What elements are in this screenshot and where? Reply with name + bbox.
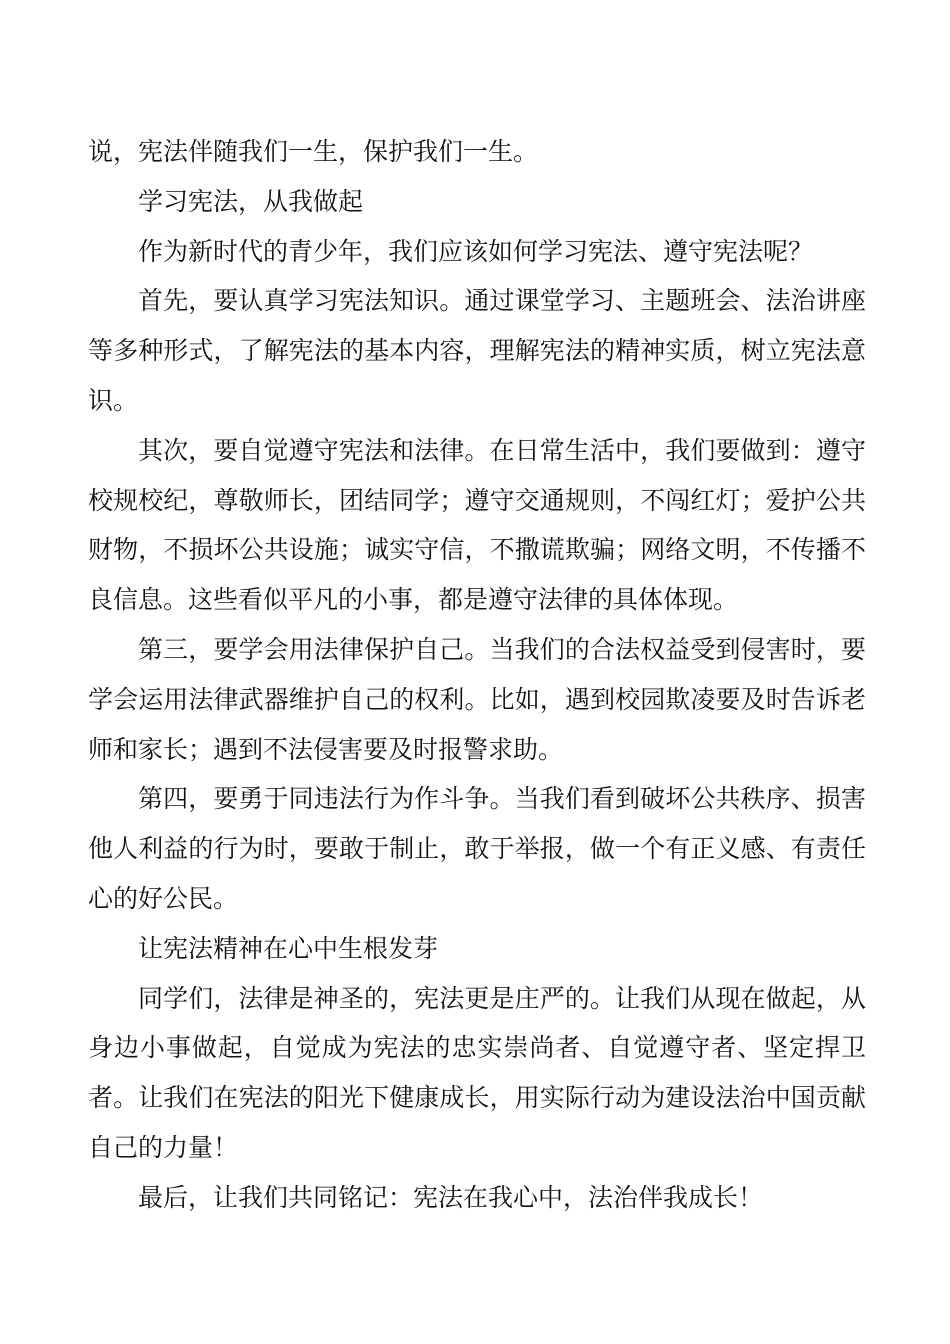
section-heading-constitution-spirit: 让宪法精神在心中生根发芽	[138, 933, 439, 963]
paragraph-first: 首先，要认真学习宪法知识。通过课堂学习、主题班会、法治讲座等多种形式，了解宪法的基本内容，理解宪法的精神实质，树立宪法意识。	[88, 286, 866, 415]
paragraph-second: 其次，要自觉遵守宪法和法律。在日常生活中，我们要做到：遵守校规校纪，尊敬师长，团结同学；遵守交通规则，不闯红灯；爱护公共财物，不损坏公共设施；诚实守信，不撒谎欺骗；网络文明，不传播不良信息。这些看似平凡的小事，都是遵守法律的具体体现。	[88, 435, 866, 615]
paragraph-call-to-action: 同学们，法律是神圣的，宪法更是庄严的。让我们从现在做起，从身边小事做起，自觉成为宪法的忠实崇尚者、自觉遵守者、坚定捍卫者。让我们在宪法的阳光下健康成长，用实际行动为建设法治中国贡献自己的力量！	[88, 983, 866, 1162]
paragraph-fourth: 第四，要勇于同违法行为作斗争。当我们看到破坏公共秩序、损害他人利益的行为时，要敢于制止，敢于举报，做一个有正义感、有责任心的好公民。	[88, 784, 866, 913]
document-body	[88, 127, 866, 1223]
paragraph-third: 第三，要学会用法律保护自己。当我们的合法权益受到侵害时，要学会运用法律武器维护自己的权利。比如，遇到校园欺凌要及时告诉老师和家长；遇到不法侵害要及时报警求助。	[88, 634, 866, 764]
paragraph-closing: 最后，让我们共同铭记：宪法在我心中，法治伴我成长！	[138, 1182, 764, 1212]
paragraph-continuation: 说，宪法伴随我们一生，保护我们一生。	[88, 137, 539, 166]
section-heading-learn-constitution: 学习宪法，从我做起	[138, 186, 364, 216]
paragraph-question: 作为新时代的青少年，我们应该如何学习宪法、遵守宪法呢？	[138, 236, 814, 266]
